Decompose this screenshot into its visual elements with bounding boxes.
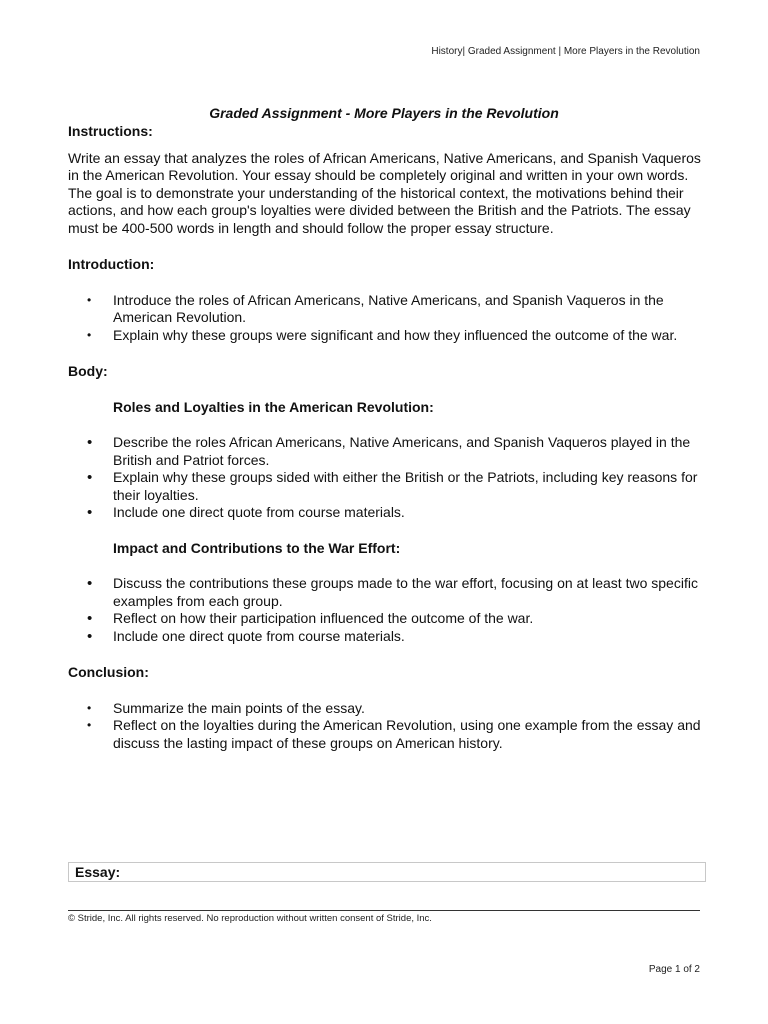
list-item (68, 717, 702, 752)
bullet-icon: • (87, 700, 92, 715)
copyright-notice: © Stride, Inc. All rights reserved. No reproduction without written consent of Stride, Inc. (68, 913, 432, 924)
conclusion-heading: Conclusion: (68, 664, 149, 680)
instructions-text: Write an essay that analyzes the roles of African Americans, Native Americans, and Spanish Vaqueros in the American Revolution. Your essay should be completely original and written in your own words. The goal is to demonstrate your understanding of the historical context, the motivations behind their actions, and how each group's loyalties were divided between the British and the Patriots. The essay must be 400-500 words in length and should follow the proper essay structure. (68, 149, 701, 236)
list-item-text: Reflect on the loyalties during the American Revolution, using one example from the essay and discuss the lasting impact of these groups on American history. (113, 717, 701, 751)
introduction-heading: Introduction: (68, 256, 155, 272)
instructions-heading: Instructions: (68, 123, 153, 139)
list-item (68, 700, 702, 718)
list-item-text: Introduce the roles of African Americans, Native Americans, and Spanish Vaqueros in the American Revolution. (113, 291, 664, 325)
list-item-text: Describe the roles African Americans, Native Americans, and Spanish Vaqueros played in the British and Patriot forces. (113, 434, 691, 468)
list-item-text: Discuss the contributions these groups made to the war effort, focusing on at least two specific examples from each group. (113, 575, 698, 609)
list-item (68, 504, 702, 522)
list-item (68, 575, 702, 610)
bullet-icon: • (87, 504, 93, 521)
bullet-icon: • (87, 327, 92, 342)
impact-list (68, 575, 702, 645)
list-item-text: Include one direct quote from course materials. (113, 627, 405, 644)
list-item-text: Explain why these groups were significant and how they influenced the outcome of the war. (113, 326, 678, 343)
list-item (68, 292, 702, 327)
bullet-icon: • (87, 292, 92, 307)
list-item (68, 434, 702, 469)
bullet-icon: • (87, 434, 93, 451)
impact-heading: Impact and Contributions to the War Effort: (113, 539, 401, 556)
list-item-text: Include one direct quote from course materials. (113, 504, 405, 520)
conclusion-list (68, 700, 702, 753)
bullet-icon: • (87, 610, 93, 627)
document-body (68, 123, 702, 752)
bullet-icon: • (87, 575, 93, 592)
list-item-text: Explain why these groups sided with either the British or the Patriots, including key reasons for their loyalties. (113, 469, 698, 503)
list-item-text: Reflect on how their participation influenced the outcome of the war. (113, 610, 534, 626)
list-item (68, 628, 702, 646)
bullet-icon: • (87, 627, 93, 645)
document-title: Graded Assignment - More Players in the Revolution (209, 105, 559, 121)
body-heading: Body: (68, 363, 108, 379)
page-header: History| Graded Assignment | More Players in the Revolution (431, 46, 700, 57)
bullet-icon: • (87, 718, 92, 732)
roles-list (68, 434, 702, 522)
footer-divider (68, 910, 700, 911)
introduction-list (68, 292, 702, 345)
list-item (68, 610, 702, 628)
list-item (68, 469, 702, 504)
list-item-text: Summarize the main points of the essay. (113, 699, 365, 716)
list-item (68, 327, 702, 345)
roles-heading: Roles and Loyalties in the American Revolution: (113, 398, 434, 415)
essay-field[interactable]: Essay: (68, 862, 706, 882)
bullet-icon: • (87, 469, 93, 486)
page-number: Page 1 of 2 (648, 964, 700, 975)
